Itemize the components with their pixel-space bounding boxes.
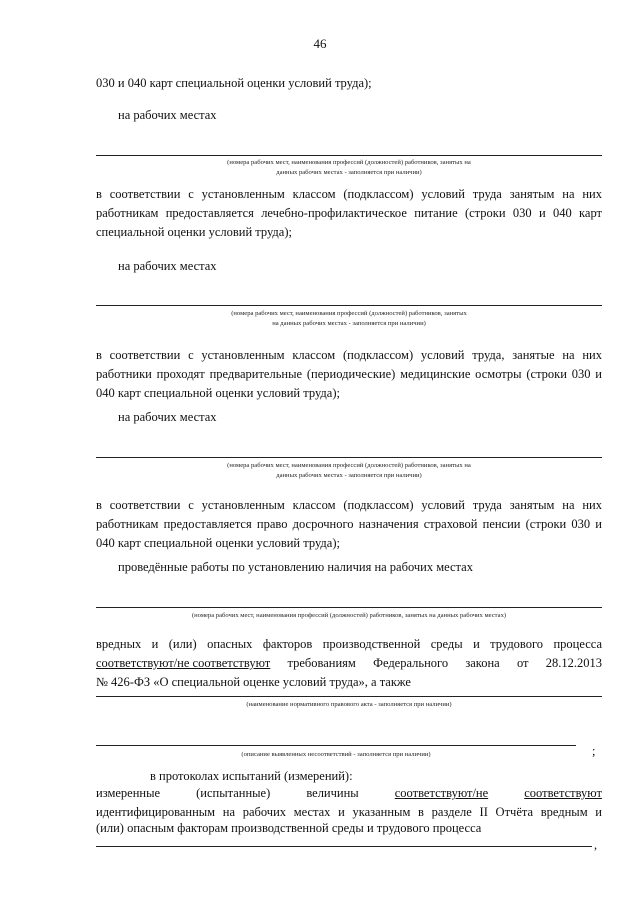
workplaces-label-3: на рабочих местах — [118, 410, 217, 424]
compliance-choice-a: соответствуют/не — [394, 786, 489, 800]
discrepancy-caption: (описание выявленных несоответствий - заполняется при наличии) — [241, 751, 431, 758]
word: и — [473, 637, 480, 651]
caption-3-line2: данных рабочих местах - заполняется при наличии) — [276, 472, 422, 479]
fill-line-3 — [96, 457, 602, 458]
caption-1-line2: данных рабочих местах - заполняется при наличии) — [276, 169, 422, 176]
semicolon: ; — [592, 744, 596, 758]
factors-line-3: № 426-ФЗ «О специальной оценке условий труда», а также — [96, 675, 411, 689]
word: (или) — [168, 637, 197, 651]
fill-line-6 — [96, 745, 576, 746]
caption-2 — [96, 309, 602, 329]
word: факторов — [262, 637, 313, 651]
fill-line-7 — [96, 846, 592, 847]
word: величины — [306, 786, 359, 800]
intro-line: 030 и 040 карт специальной оценки условий труда); — [96, 76, 372, 90]
word: закона — [465, 656, 500, 670]
compliance-choice: соответствуют/не соответствуют — [96, 656, 271, 670]
word: вредных — [96, 637, 142, 651]
page-number: 46 — [313, 36, 327, 51]
word: от — [516, 656, 529, 670]
caption-1 — [96, 158, 602, 178]
word: (испытанные) — [196, 786, 271, 800]
word: требованиям — [287, 656, 356, 670]
measured-line — [96, 786, 602, 801]
word: Федерального — [373, 656, 449, 670]
word: процесса — [553, 637, 602, 651]
caption-3-line1: (номера рабочих мест, наименования профессий (должностей) работников, занятых на — [227, 462, 471, 469]
caption-2-line2: на данных рабочих местах - заполняется при наличии) — [272, 320, 426, 327]
fill-line-4 — [96, 607, 602, 608]
caption-2-line1: (номера рабочих мест, наименования профессий (должностей) работников, занятых — [231, 310, 467, 317]
paragraph-2: в соответствии с установленным классом (подклассом) условий труда, занятые на них работники проходят предварительные (периодические) медицинские осмотры (строки 030 и 040 карт специальной оценки условий труда); — [96, 348, 602, 400]
fill-line-2 — [96, 305, 602, 306]
word: измеренные — [96, 786, 161, 800]
factors-line-2 — [96, 656, 602, 671]
caption-1-line1: (номера рабочих мест, наименования профессий (должностей) работников, занятых на — [227, 159, 471, 166]
protocols-line: в протоколах испытаний (измерений): — [150, 769, 353, 783]
word: трудового — [490, 637, 544, 651]
hazard-line: (или) опасным факторам производственной среды и трудового процесса — [96, 821, 482, 835]
works-caption: (номера рабочих мест, наименования профессий (должностей) работников, занятых на данных рабочих местах) — [191, 612, 507, 619]
paragraph-3: в соответствии с установленным классом (подклассом) условий труда занятым на них работникам предоставляется право досрочного назначения страховой пенсии (строки 030 и 040 карт специальной оценки условий труда); — [96, 498, 602, 550]
word: опасных — [207, 637, 253, 651]
fill-line-1 — [96, 155, 602, 156]
works-line: проведённые работы по установлению наличия на рабочих местах — [118, 560, 473, 574]
paragraph-1: в соответствии с установленным классом (подклассом) условий труда занятым на них работникам предоставляется лечебно-профилактическое питание (строки 030 и 040 карт специальной оценки условий труда); — [96, 187, 602, 239]
factors-line-1 — [96, 637, 602, 652]
word: и — [151, 637, 159, 651]
compliance-choice-b: соответствуют — [524, 786, 602, 800]
workplaces-label-2: на рабочих местах — [118, 259, 217, 273]
caption-3 — [96, 461, 602, 481]
word: производственной — [322, 637, 421, 651]
identified-line: идентифицированным на рабочих местах и указанным в разделе II Отчёта вредным и — [96, 805, 602, 819]
normative-caption: (наименование нормативного правового акта - заполняется при наличии) — [246, 701, 452, 708]
fill-line-5 — [96, 696, 602, 697]
word: 28.12.2013 — [545, 656, 602, 670]
final-comma: , — [594, 838, 598, 852]
workplaces-label-1: на рабочих местах — [118, 108, 217, 122]
word: среды — [430, 637, 463, 651]
